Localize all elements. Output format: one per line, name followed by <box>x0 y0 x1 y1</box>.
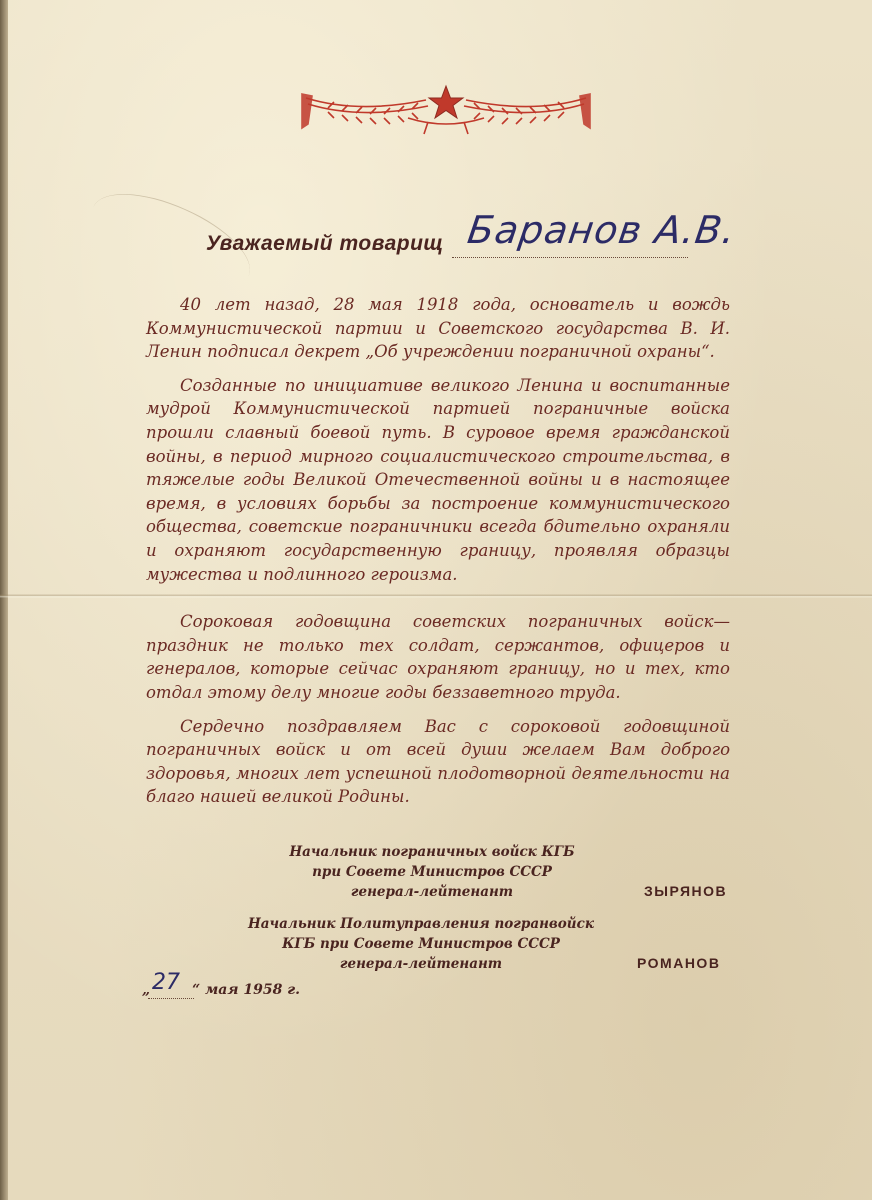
date-underline <box>148 998 194 999</box>
signature-block-1-title <box>262 842 602 902</box>
body-paragraph: Сердечно поздравляем Вас с сороковой годовщиной пограничных войск и от всей души желаем Вам доброго здоровья, многих лет успешной плодотворной деятельности на благо нашей великой Родины. <box>146 716 730 807</box>
salutation: Уважаемый товарищ <box>206 232 444 255</box>
paper-edge <box>0 0 8 1200</box>
date-open-quote: „ <box>142 982 151 998</box>
signature-title-line: Начальник Политуправления погранвойск <box>248 916 594 932</box>
recipient-handwritten-name: Баранов А.В. <box>464 208 739 252</box>
signature-title-line: КГБ при Совете Министров СССР <box>282 936 560 952</box>
body-paragraph: Сороковая годовщина советских пограничных войск—праздник не только тех солдат, сержантов, офицеров и генералов, которые сейчас охраняют границу, но и тех, кто отдал этому делу многие годы беззаветного труда. <box>146 612 730 702</box>
signature-name-1: ЗЫРЯНОВ <box>644 883 728 899</box>
date-close-quote: “ <box>192 982 201 998</box>
star-wreath-ornament-icon <box>298 84 594 138</box>
signature-title-line: Начальник пограничных войск КГБ <box>289 844 575 860</box>
body-paragraph: 40 лет назад, 28 мая 1918 года, основатель и вождь Коммунистической партии и Советского государства В. И. Ленин подписал декрет „Об учреждении пограничной охраны“. <box>146 295 730 362</box>
recipient-underline <box>452 257 688 258</box>
date-day-handwritten: 27 <box>152 970 180 995</box>
signature-name-2: РОМАНОВ <box>637 955 721 971</box>
letter-body <box>146 293 730 819</box>
signature-title-line: генерал-лейтенант <box>339 956 503 972</box>
date-month-year: мая 1958 г. <box>205 982 300 998</box>
body-paragraph: Созданные по инициативе великого Ленина и воспитанные мудрой Коммунистической партией пограничные войска прошли славный боевой путь. В суровое время гражданской войны, в период мирного социалистического строительства, в тяжелые годы Великой Отечественной войны и в настоящее время, в условиях борьбы за построение коммунистического общества, советские пограничники всегда бдительно охраняли и охраняют государственную границу, проявляя образцы мужества и подлинного героизма. <box>146 375 730 584</box>
signature-title-line: генерал-лейтенант <box>350 884 514 900</box>
signature-block-2-title <box>246 914 596 974</box>
signature-title-line: при Совете Министров СССР <box>312 864 552 880</box>
